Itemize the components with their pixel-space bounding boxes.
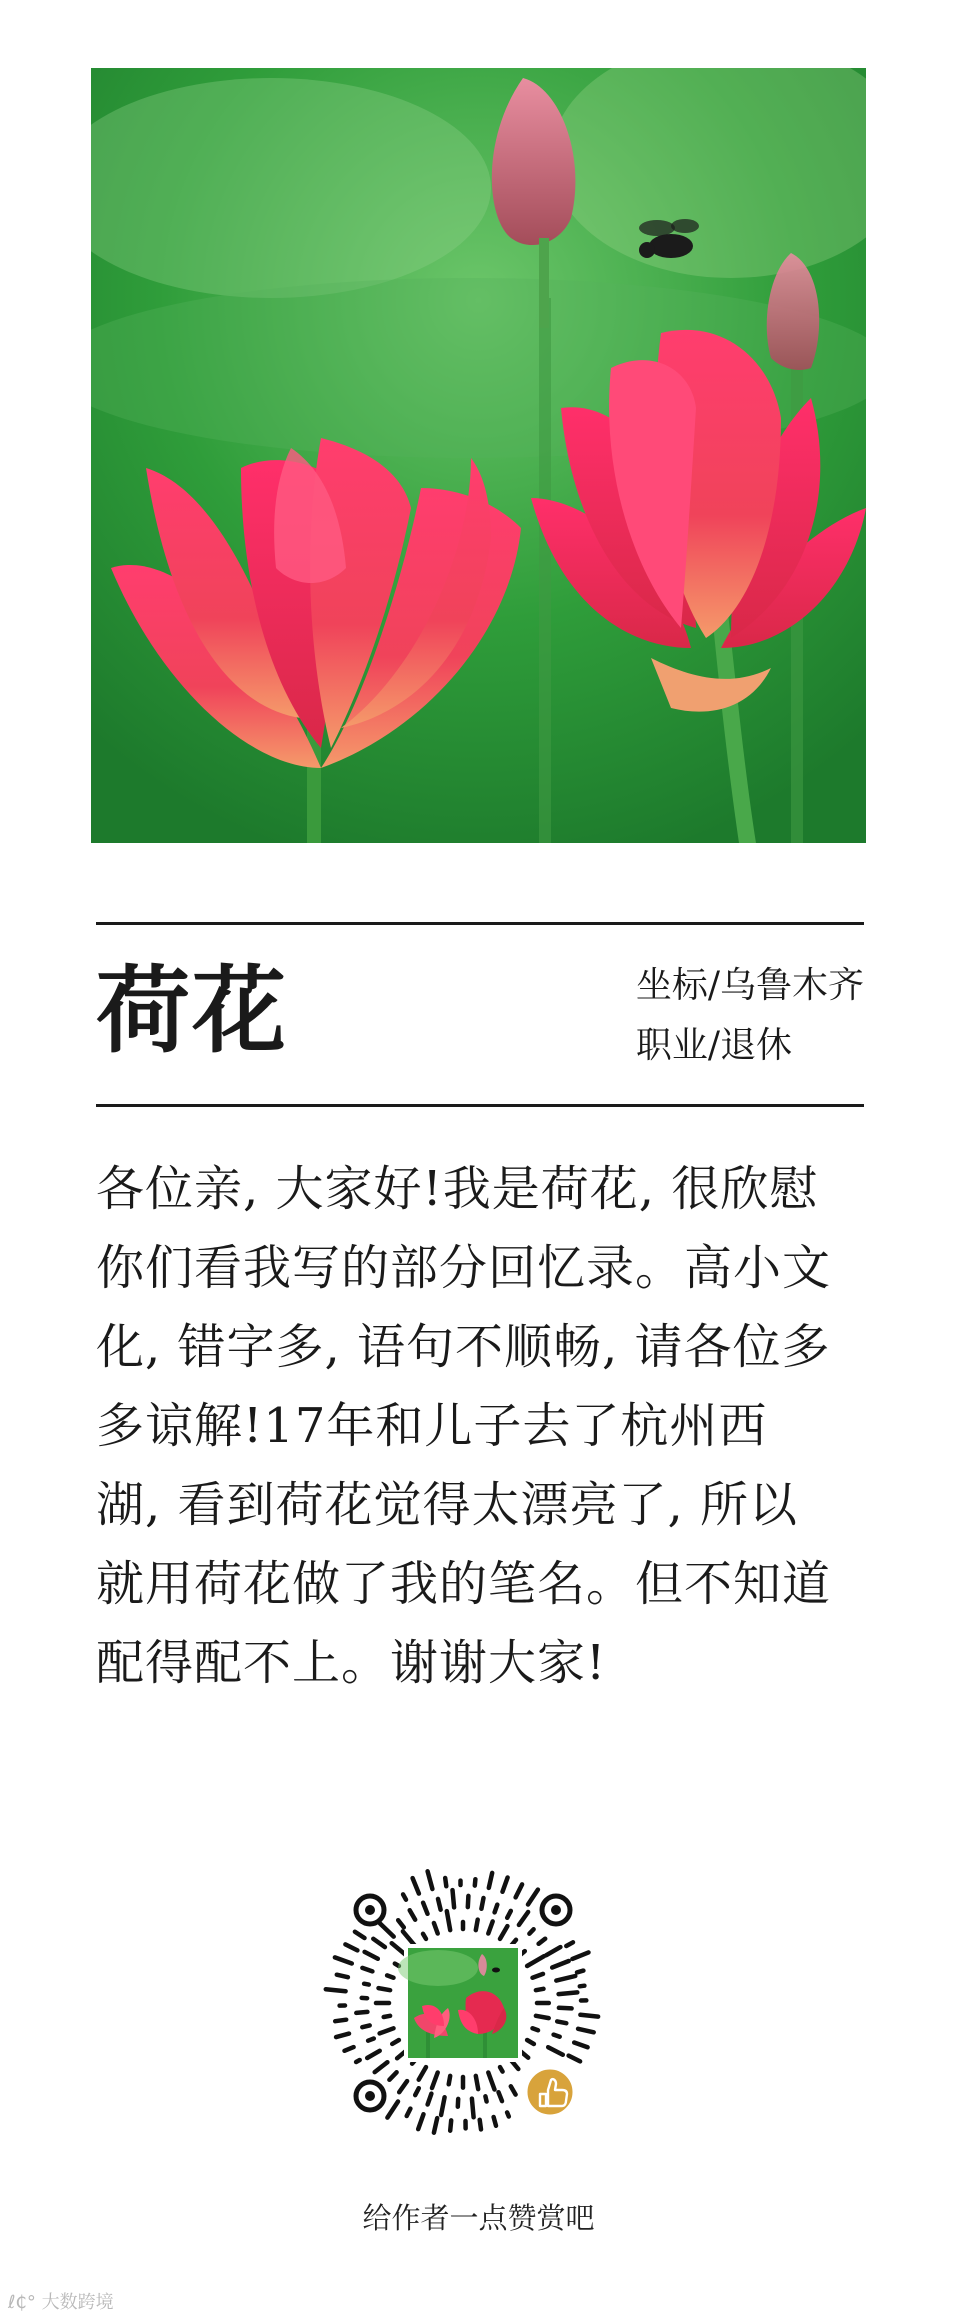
- qr-ray: [415, 2088, 419, 2095]
- qr-ray: [577, 1971, 583, 1973]
- qr-ray: [574, 2043, 587, 2048]
- qr-ray: [476, 2076, 478, 2089]
- qr-ray: [572, 1952, 588, 1959]
- reward-caption: 给作者一点赞赏吧: [362, 2201, 595, 2235]
- qr-ray: [428, 2094, 432, 2105]
- qr-ray: [387, 2102, 398, 2118]
- qr-ray: [548, 2047, 563, 2055]
- qr-ray: [355, 1932, 365, 1938]
- qr-ray: [395, 1964, 399, 1966]
- bio-line: 各位亲, 大家好!我是荷花, 很欣慰: [96, 1161, 819, 1217]
- qr-ray: [533, 2028, 539, 2030]
- qr-ray: [559, 1992, 578, 1994]
- qr-finder-top-right: [542, 1896, 570, 1924]
- qr-ray: [368, 2039, 374, 2041]
- qr-ray: [559, 2008, 572, 2009]
- qr-ray: [450, 2120, 451, 2130]
- watermark-logo-icon: ℓ₵°: [8, 2292, 36, 2313]
- qr-ray: [379, 1988, 391, 1990]
- qr-ray: [511, 2086, 516, 2094]
- qr-ray: [468, 1896, 469, 1907]
- qr-ray: [428, 1871, 433, 1889]
- qr-ray: [403, 1894, 406, 1899]
- divider-bottom: [96, 1104, 864, 1107]
- qr-ray: [556, 1976, 575, 1981]
- qr-ray: [364, 1984, 369, 1985]
- qr-ray: [335, 1957, 352, 1963]
- author-meta: [636, 956, 864, 1076]
- qr-ray: [472, 2099, 474, 2118]
- qr-ray: [528, 1890, 538, 1905]
- bio-line: 就用荷花做了我的笔名。但不知道: [96, 1556, 832, 1612]
- qr-ray: [399, 2081, 407, 2092]
- reward-qr-code[interactable]: [318, 1858, 608, 2148]
- qr-ray: [449, 2076, 451, 2084]
- qr-ray: [536, 2016, 549, 2018]
- occupation-label: 职业/退休: [635, 1025, 792, 1066]
- qr-ray: [438, 1899, 441, 1910]
- qr-ray: [552, 1961, 569, 1968]
- qr-ray: [503, 1878, 508, 1892]
- qr-ray: [507, 1911, 511, 1918]
- qr-ray: [500, 1926, 507, 1939]
- bio-line: 多谅解!17年和儿子去了杭州西: [96, 1398, 768, 1454]
- qr-ray: [375, 2062, 388, 2072]
- qr-ray: [533, 1974, 544, 1978]
- qr-ray: [398, 1920, 404, 1927]
- qr-ray: [499, 2092, 503, 2101]
- qr-ray: [392, 2040, 399, 2044]
- bio-line: 你们看我写的部分回忆录。高小文: [96, 1240, 832, 1296]
- qr-ray: [495, 1905, 498, 1913]
- qr-ray: [356, 2060, 360, 2062]
- divider-top: [96, 922, 864, 925]
- qr-ray: [481, 1898, 483, 1909]
- qr-ray: [434, 2118, 437, 2133]
- qr-ray: [488, 1921, 492, 1933]
- qr-ray: [423, 1903, 427, 1914]
- qr-ray: [441, 2097, 445, 2115]
- bio-line: 湖, 看到荷花觉得太漂亮了, 所以: [96, 1477, 799, 1533]
- qr-ray: [387, 1975, 393, 1977]
- qr-ray: [373, 1939, 385, 1947]
- qr-ray: [507, 2112, 509, 2116]
- lotus-photo: [91, 68, 866, 843]
- qr-ray: [418, 2114, 423, 2129]
- location-label: 坐标/乌鲁木齐: [635, 965, 864, 1006]
- qr-ray: [336, 2034, 349, 2038]
- qr-ray: [488, 2073, 494, 2090]
- qr-ray: [434, 1923, 438, 1934]
- qr-ray: [380, 2028, 394, 2033]
- qr-ray: [569, 2056, 581, 2062]
- qr-ray: [516, 1884, 523, 1897]
- qr-ray: [480, 2120, 481, 2130]
- qr-ray: [345, 1944, 357, 1950]
- qr-ray: [557, 2021, 566, 2023]
- author-bio: [96, 1150, 871, 1703]
- qr-ray: [546, 1947, 560, 1955]
- qr-ray: [337, 1975, 348, 1978]
- qr-center-lotus-thumbnail: [398, 1944, 522, 2062]
- qr-ray: [447, 1911, 450, 1930]
- qr-ray: [413, 1878, 419, 1894]
- qr-ray: [527, 1956, 544, 1966]
- qr-ray: [536, 1989, 544, 1990]
- qr-ray: [494, 2117, 496, 2126]
- qr-ray: [566, 1942, 573, 1946]
- qr-ray: [432, 2073, 438, 2089]
- qr-ray: [362, 2025, 369, 2027]
- qr-ray: [453, 1890, 455, 1907]
- qr-ray: [384, 2016, 390, 2017]
- qr-ray: [485, 2096, 486, 2101]
- qr-ray: [578, 2029, 594, 2033]
- qr-ray: [356, 2012, 367, 2013]
- qr-ray: [362, 1968, 372, 1972]
- qr-ray: [410, 1910, 416, 1920]
- qr-ray: [345, 2047, 354, 2051]
- qr-ray: [539, 1939, 546, 1944]
- qr-ray: [527, 2040, 534, 2044]
- qr-ray: [445, 1878, 446, 1886]
- qr-ray: [529, 1929, 533, 1933]
- thumbs-up-icon: [526, 2068, 574, 2116]
- qr-ray: [489, 1873, 492, 1888]
- qr-ray: [580, 2015, 598, 2017]
- bio-line: 化, 错字多, 语句不顺畅, 请各位多: [96, 1319, 831, 1375]
- qr-ray: [365, 1952, 378, 1959]
- qr-ray: [580, 1986, 585, 1987]
- qr-ray: [380, 1923, 394, 1936]
- qr-ray: [475, 1879, 476, 1885]
- bio-line: 配得配不上。谢谢大家!: [96, 1635, 607, 1691]
- qr-ray: [326, 1989, 346, 1991]
- qr-finder-bottom-left: [356, 2082, 384, 2110]
- watermark-text: 大数跨境: [41, 2292, 114, 2313]
- qr-ray: [519, 1912, 528, 1925]
- qr-ray: [554, 2035, 560, 2037]
- pen-name: 荷花: [96, 956, 289, 1066]
- qr-ray: [389, 2072, 396, 2080]
- qr-ray: [407, 2109, 411, 2116]
- qr-ray: [335, 2020, 346, 2022]
- qr-ray: [367, 2051, 380, 2058]
- qr-ray: [500, 2067, 503, 2072]
- qr-ray: [423, 1934, 426, 1939]
- watermark: [8, 2288, 114, 2314]
- qr-finder-top-left: [356, 1896, 384, 1924]
- qr-ray: [476, 1920, 478, 1931]
- qr-ray: [419, 2067, 426, 2080]
